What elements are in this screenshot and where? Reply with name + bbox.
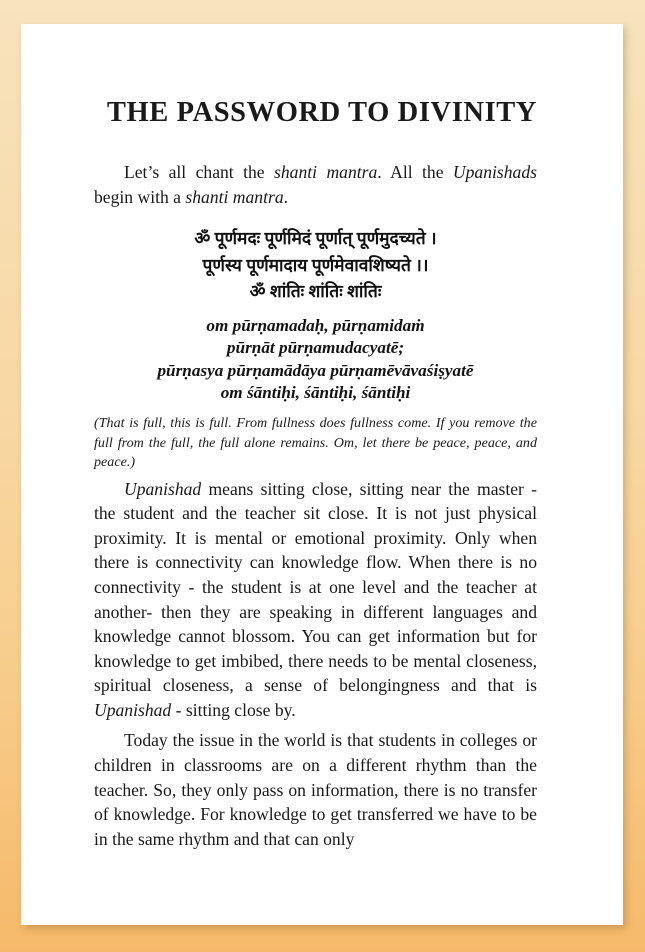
mantra-transliteration-line-4: om śāntiḥi, śāntiḥi, śāntiḥi <box>220 382 411 402</box>
intro-italic-shanti-mantra: shanti mantra <box>274 162 378 182</box>
para2-italic-upanishad-2: Upanishad <box>94 699 172 720</box>
paragraph-intro <box>94 160 537 209</box>
paragraph-upanishad-meaning <box>94 477 537 723</box>
intro-italic-upanishads: Upanishads <box>452 162 537 182</box>
page-content-area <box>21 24 623 925</box>
mantra-transliteration-line-3: pūrṇasya pūrṇamādāya pūrṇamēvāvaśiṣyatē <box>157 360 474 380</box>
mantra-translation-text: (That is full, this is full. From fullness does fullness come. If you remove the full from the full, the full alone remains. Om, let there be peace, peace, and peace.) <box>94 415 537 471</box>
intro-seg-5: begin with a <box>94 186 186 207</box>
mantra-devanagari-line-1: ॐ पूर्णमदः पूर्णमिदं पूर्णात् पूर्णमुदच्यते । <box>194 228 437 249</box>
intro-italic-shanti-mantra-2: shanti mantra <box>185 186 284 207</box>
mantra-devanagari-line-2: पूर्णस्य पूर्णमादाय पूर्णमेवावशिष्यते ।। <box>202 254 429 275</box>
intro-seg-7: . <box>283 186 289 207</box>
mantra-devanagari-block <box>94 225 537 305</box>
page-title: THE PASSWORD TO DIVINITY <box>106 97 538 129</box>
mantra-transliteration-line-2: pūrṇāt pūrṇamudacyatē; <box>226 338 405 358</box>
intro-seg-1: Let’s all chant the <box>124 162 275 182</box>
mantra-devanagari-line-3: ॐ शांतिः शांतिः शांतिः <box>249 281 382 302</box>
mantra-transliteration-block <box>94 315 537 405</box>
mantra-translation-block <box>94 414 537 472</box>
text-column <box>94 160 537 851</box>
mantra-transliteration-line-1: om pūrṇamadaḥ, pūrṇamidaṁ <box>206 315 425 335</box>
document-page-sheet <box>21 24 623 925</box>
paragraph-today-issue: Today the issue in the world is that students in colleges or children in classrooms are on a different rhythm than the teacher. So, they only pass on information, there is no transfer of knowledge. For knowledge to get transferred we have to be in the same rhythm and that can only <box>94 730 537 849</box>
intro-seg-3: . All the <box>377 162 453 182</box>
para2-seg-2: means sitting close, sitting near the master - the student and the teacher sit close. It is not just physical proximity. It is mental or emotional proximity. Only when there is connectivity can knowledge flow. When there is no connectivity - the student is at one level and the teacher at another- then they are speaking in different languages and knowledge cannot blossom. You can get information but for knowledge to get imbibed, there needs to be mental closeness, spiritual closeness, a sense of belongingness and that is <box>94 478 537 696</box>
para2-italic-upanishad: Upanishad <box>124 478 202 499</box>
para2-seg-4: - sitting close by. <box>171 699 296 720</box>
